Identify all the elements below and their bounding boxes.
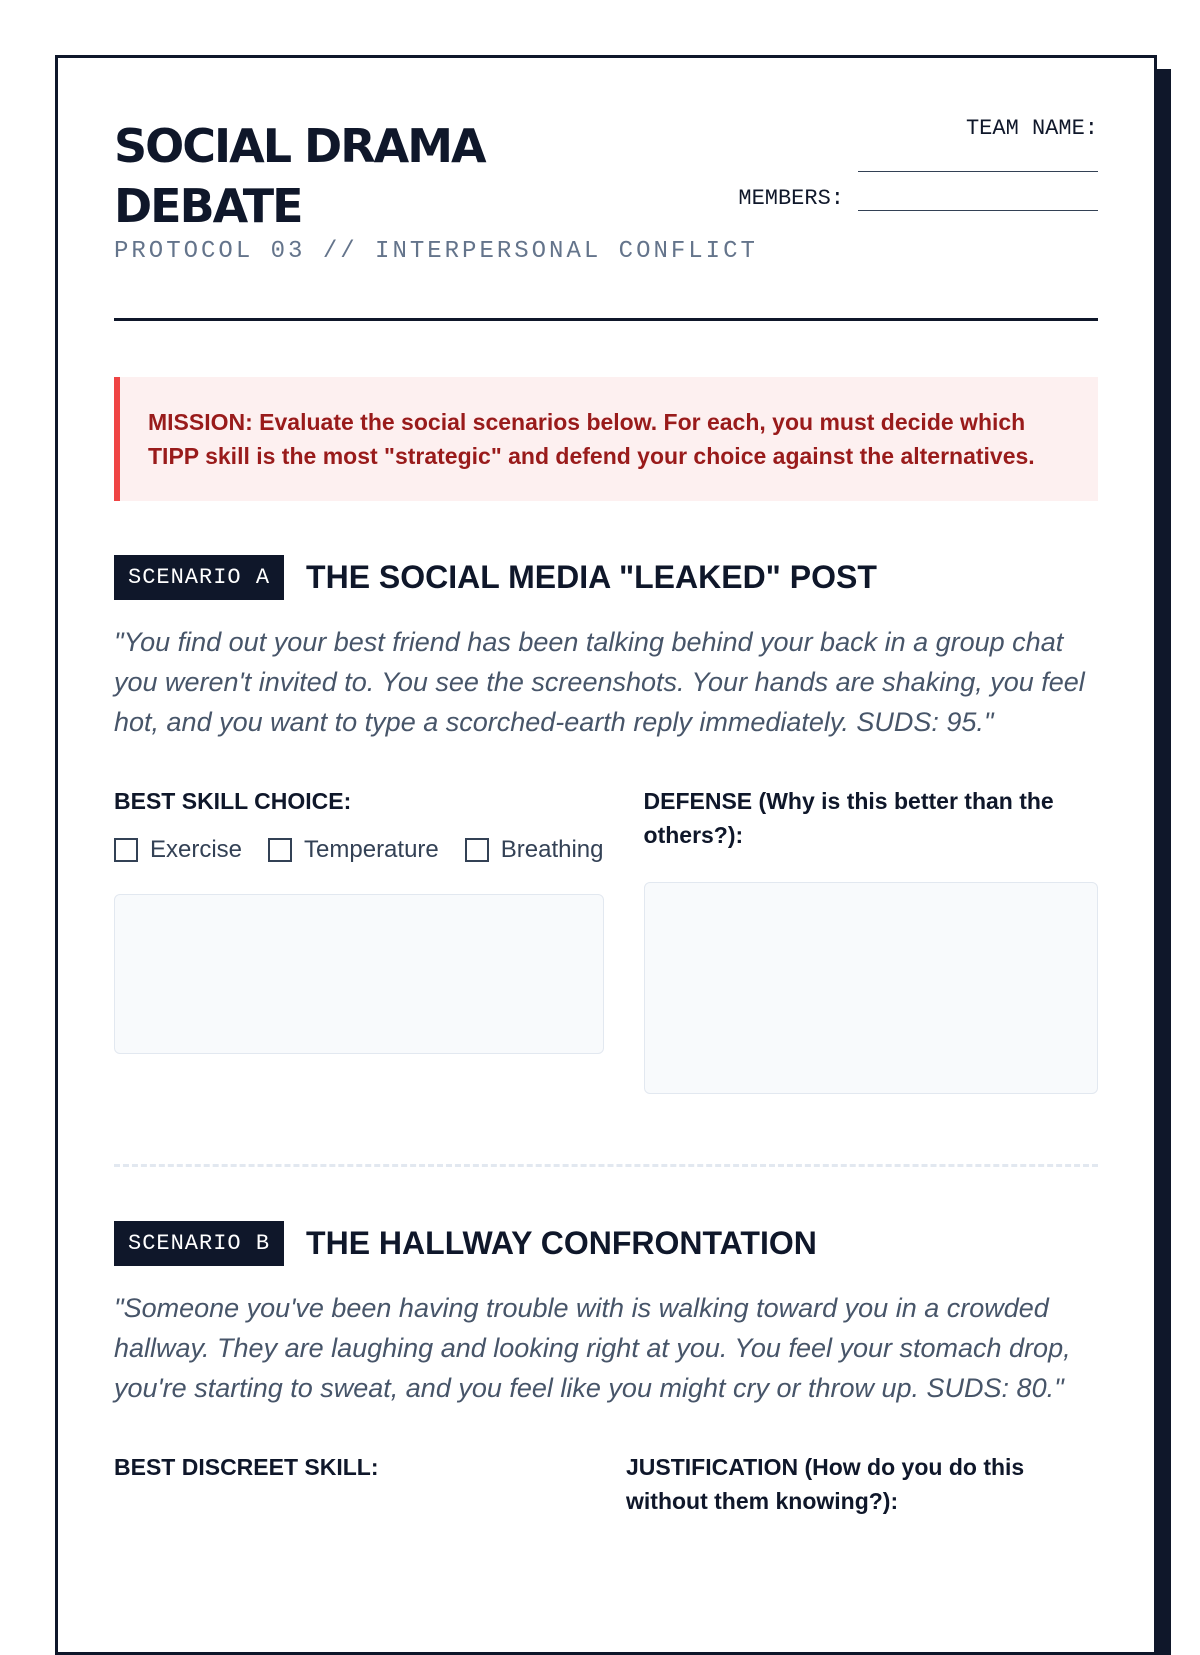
option-temperature[interactable]: Temperature (268, 836, 439, 864)
scenario-title: THE HALLWAY CONFRONTATION (306, 1225, 817, 1261)
team-info (738, 116, 1098, 211)
team-name-field[interactable] (858, 147, 1098, 172)
mission-callout: MISSION: Evaluate the social scenarios below. For each, you must decide which TIPP skill is the most "strategic" and defend your choice against the alternatives. (114, 377, 1098, 501)
option-exercise[interactable]: Exercise (114, 836, 242, 864)
section-divider (114, 1164, 1098, 1167)
subtitle: PROTOCOL 03 // INTERPERSONAL CONFLICT (114, 238, 758, 265)
skill-notes-area[interactable] (114, 894, 604, 1054)
scenario-title: THE SOCIAL MEDIA "LEAKED" POST (306, 559, 877, 595)
members-field[interactable] (858, 186, 1098, 211)
checkbox[interactable] (114, 838, 138, 862)
scenario-quote: "Someone you've been having trouble with is walking toward you in a crowded hallway. They are laughing and looking right at you. You feel your stomach drop, you're starting to sweat, and you feel like you might cry or throw up. SUDS: 80." (114, 1293, 1071, 1403)
scenario-tag: SCENARIO B (114, 1221, 284, 1266)
header (114, 58, 1098, 321)
defense-answer-area[interactable] (644, 882, 1098, 1094)
best-discreet-skill-label: BEST DISCREET SKILL: (114, 1454, 379, 1480)
scenario-quote: "You find out your best friend has been talking behind your back in a group chat you weren't invited to. You see the screenshots. Your hands are shaking, you feel hot, and you want to type a scorched-earth reply immediately. SUDS: 95." (114, 627, 1085, 737)
defense-label: DEFENSE (Why is this better than the others?): (643, 788, 1054, 848)
page-title: SOCIAL DRAMA DEBATE (114, 119, 485, 233)
scenario-tag: SCENARIO A (114, 555, 284, 600)
checkbox[interactable] (268, 838, 292, 862)
best-skill-label: BEST SKILL CHOICE: (114, 788, 352, 814)
scenario-a (114, 555, 1098, 1167)
scenario-b (114, 1221, 1098, 1518)
team-name-label: TEAM NAME: (965, 116, 1098, 141)
members-label: MEMBERS: (738, 186, 844, 211)
justification-label: JUSTIFICATION (How do you do this without them knowing?): (626, 1454, 1025, 1514)
option-breathing[interactable]: Breathing (465, 836, 604, 864)
worksheet-card (55, 55, 1157, 1655)
checkbox[interactable] (465, 838, 489, 862)
